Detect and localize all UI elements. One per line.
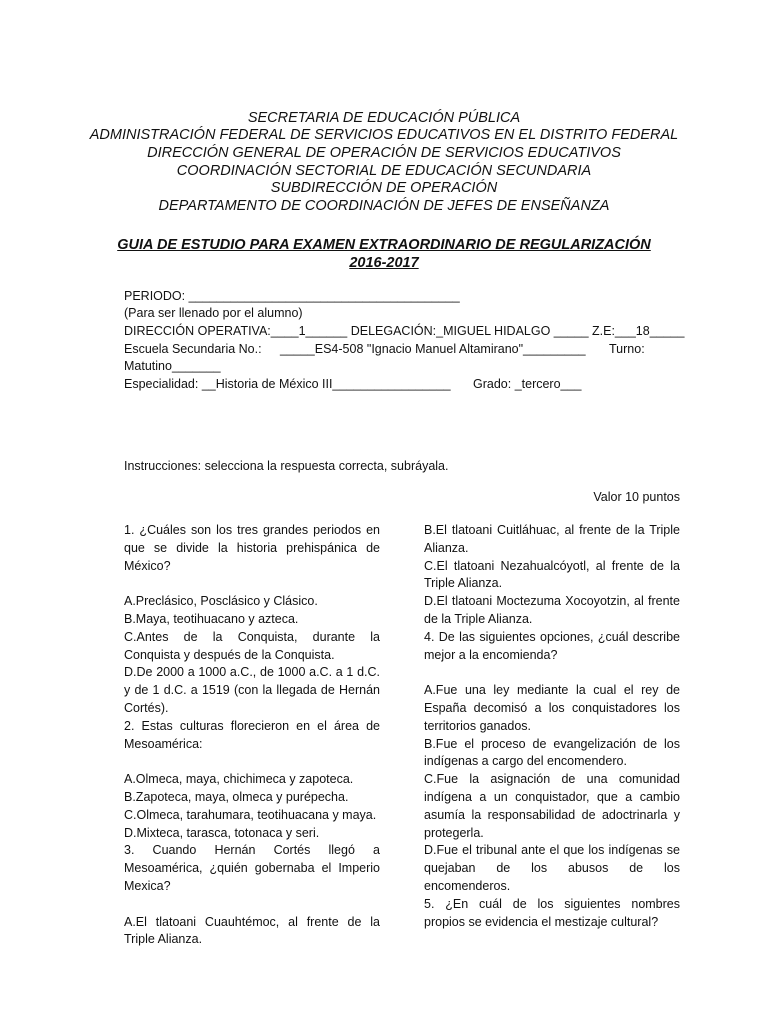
header-line-dgose: DIRECCIÓN GENERAL DE OPERACIÓN DE SERVICIOS EDUCATIVOS [147,145,621,161]
escuela-value: _____ES4-508 "Ignacio Manuel Altamirano"_________ [280,342,586,356]
grado-row [473,376,581,393]
direccion-row: DIRECCIÓN OPERATIVA:____1______ DELEGACIÓN:_MIGUEL HIDALGO _____ Z.E:___18_____ [124,324,685,338]
answer-option: C.Antes de la Conquista, durante la Conquista y después de la Conquista. [124,629,380,662]
grado-label: Grado: [473,377,515,391]
turno-label: Turno: [609,342,645,356]
header-line-coordinacion: COORDINACIÓN SECTORIAL DE EDUCACIÓN SECUNDARIA [176,163,592,179]
periodo-field: _______________________________________ [188,289,460,303]
answer-option: B.El tlatoani Cuitláhuac, al frente de la Triple Alianza. [424,523,680,555]
guide-title: GUIA DE ESTUDIO PARA EXAMEN EXTRAORDINARIO DE REGULARIZACIÓN [117,237,651,253]
answer-option: D.De 2000 a 1000 a.C., de 1000 a.C. a 1 d.C. y de 1 d.C. a 1519 (con la llegada de Hernán Cortés). [124,665,380,715]
answer-option: D.Fue el tribunal ante el que los indígenas se quejaban de los abusos de los encomenderos. [424,843,680,893]
questions-left-column [124,522,380,949]
answer-option: D.Mixteca, tarasca, totonaca y seri. [124,825,320,840]
answer-option: A.Olmeca, maya, chichimeca y zapoteca. [124,772,354,787]
answer-option: B.Zapoteca, maya, olmeca y purépecha. [124,789,349,804]
answer-option: B.Maya, teotihuacano y azteca. [124,611,299,626]
answer-option: B.Fue el proceso de evangelización de los indígenas a cargo del encomendero. [424,736,680,769]
question-5: 5. ¿En cuál de los siguientes nombres propios se evidencia el mestizaje cultural? [424,896,680,929]
answer-option: A.Fue una ley mediante la cual el rey de España decomisó a los conquistadores los territorios ganados. [424,683,680,733]
grado-value: _tercero___ [514,377,582,391]
periodo-label: PERIODO: [124,289,189,303]
question-2: 2. Estas culturas florecieron en el área de Mesoamérica: [124,718,380,751]
header-line-subdireccion: SUBDIRECCIÓN DE OPERACIÓN [270,180,498,196]
answer-option: A.El tlatoani Cuauhtémoc, al frente de la Triple Alianza. [124,914,380,947]
answer-option: C.Fue la asignación de una comunidad indígena a un conquistador, que a cambio asumía la responsabilidad de adoctrinarla y protegerla. [424,772,680,840]
fill-note: (Para ser llenado por el alumno) [124,306,303,320]
questions-right-column [424,522,680,931]
periodo-row [124,288,460,305]
question-3: 3. Cuando Hernán Cortés llegó a Mesoamérica, ¿quién gobernaba el Imperio Mexica? [124,843,380,893]
answer-option: A.Preclásico, Posclásico y Clásico. [124,594,318,609]
answer-option: D.El tlatoani Moctezuma Xocoyotzin, al frente de la Triple Alianza. [424,594,680,626]
header-line-sep: SECRETARIA DE EDUCACIÓN PÚBLICA [247,110,521,126]
question-1: 1. ¿Cuáles son los tres grandes periodos en que se divide la historia prehispánica de México? [124,523,380,573]
valor-puntos: Valor 10 puntos [593,490,680,504]
turno-value: Matutino_______ [124,359,221,373]
answer-option: C.Olmeca, tarahumara, teotihuacana y maya. [124,807,377,822]
guide-year: 2016-2017 [349,255,419,271]
especialidad-row [124,376,451,393]
especialidad-label: Especialidad: [124,377,202,391]
header-line-afse: ADMINISTRACIÓN FEDERAL DE SERVICIOS EDUCATIVOS EN EL DISTRITO FEDERAL [89,127,679,143]
instructions: Instrucciones: selecciona la respuesta correcta, subráyala. [124,459,449,473]
answer-option: C.El tlatoani Nezahualcóyotl, al frente de la Triple Alianza. [424,558,680,591]
especialidad-value: __Historia de México III_________________ [201,377,451,391]
escuela-label: Escuela Secundaria No.: [124,342,262,356]
header-line-departamento: DEPARTAMENTO DE COORDINACIÓN DE JEFES DE ENSEÑANZA [158,198,610,214]
question-4: 4. De las siguientes opciones, ¿cuál describe mejor a la encomienda? [424,629,680,662]
